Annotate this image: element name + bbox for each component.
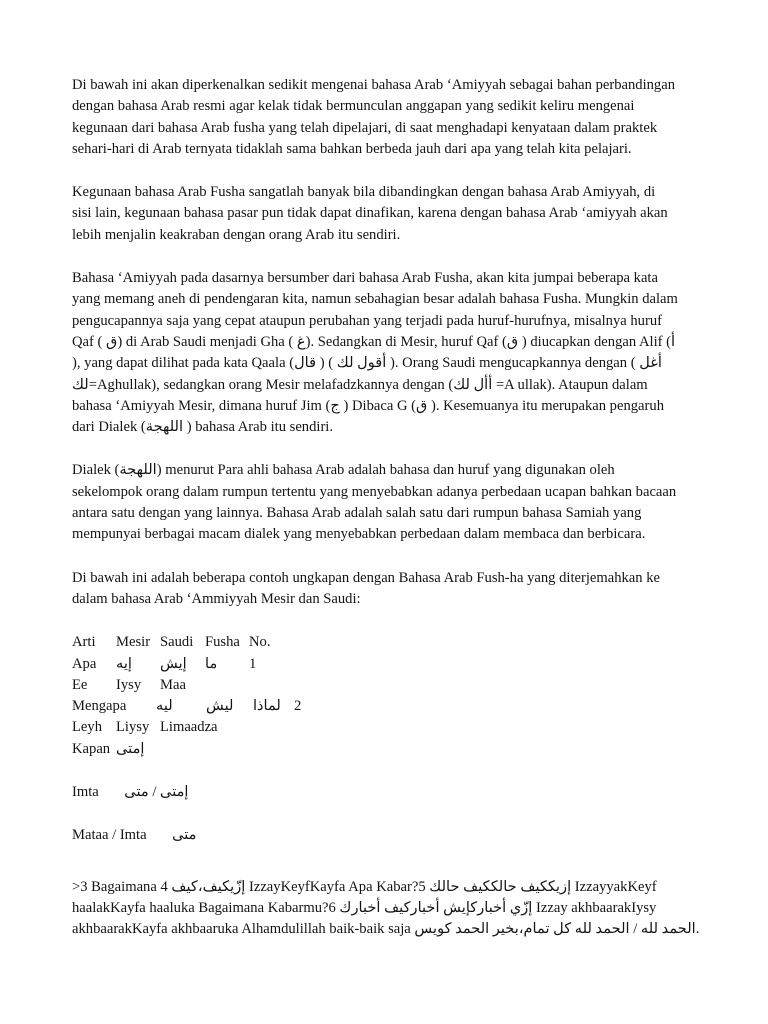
table-cell: ليش bbox=[206, 698, 234, 715]
table-cell: Maa bbox=[160, 676, 186, 693]
table-cell: Arti bbox=[72, 634, 96, 651]
text-line: Di bawah ini adalah beberapa contoh ungkapan dengan Bahasa Arab Fush-ha yang diterjemahkan ke bbox=[72, 569, 661, 586]
text-line: >3 Bagaimana 4 إزّيكيف،كيف IzzayKeyfKayfa Apa Kabar?5 إزيككيف حالككيف حالك IzzayyakKeyf bbox=[72, 878, 657, 895]
table-cell: Liysy bbox=[116, 719, 150, 736]
table-cell: Leyh bbox=[72, 719, 102, 736]
table-cell: Fusha bbox=[205, 634, 240, 651]
document-page bbox=[72, 75, 712, 941]
table-cell: Mengapa bbox=[72, 698, 127, 715]
text-line: mempunyai berbagai macam dialek yang menyebabkan perbedaan dalam membaca dan berbicara. bbox=[72, 526, 646, 543]
text-line: Dialek (اللهجة) menurut Para ahli bahasa Arab adalah bahasa dan huruf yang digunakan oleh bbox=[72, 462, 615, 479]
table-row bbox=[72, 696, 712, 717]
text-line: ), yang dapat dilihat pada kata Qaala (قال ) ( أقول لك ). Orang Saudi mengucapkannya dengan ( أغل bbox=[72, 355, 662, 372]
example-line bbox=[72, 825, 712, 846]
table-cell: ما bbox=[205, 655, 218, 672]
text-line: Di bawah ini akan diperkenalkan sedikit mengenai bahasa Arab ‘Amiyyah sebagai bahan perbandingan bbox=[72, 77, 675, 93]
table-cell: 1 bbox=[249, 655, 257, 672]
text-line: Mataa / Imta متى bbox=[72, 827, 197, 844]
table-cell: إمتى bbox=[116, 740, 145, 757]
text-line: Qaf ( ق) di Arab Saudi menjadi Gha ( غ). Sedangkan di Mesir, huruf Qaf (ق ) diucapkan dengan Alif (أ bbox=[72, 333, 676, 350]
table-cell: إيه bbox=[116, 655, 132, 672]
table-cell: إيش bbox=[160, 655, 187, 672]
text-line: dalam bahasa Arab ‘Ammiyyah Mesir dan Saudi: bbox=[72, 590, 361, 607]
text-line: sehari-hari di Arab ternyata tidaklah sama bahkan berbeda jauh dari apa yang telah kita pelajari. bbox=[72, 140, 632, 157]
text-line: sisi lain, kegunaan bahasa pasar pun tidak dapat dinafikan, karena dengan bahasa Arab ‘amiyyah akan bbox=[72, 205, 668, 222]
vocabulary-table bbox=[72, 632, 712, 846]
paragraph-intro bbox=[72, 75, 712, 160]
text-line: antara satu dengan yang lainnya. Bahasa Arab adalah salah satu dari rumpun bahasa Samiah yang bbox=[72, 505, 642, 522]
text-line: dari Dialek (اللهجة ) bahasa Arab itu sendiri. bbox=[72, 419, 334, 436]
table-row bbox=[72, 654, 712, 675]
table-row bbox=[72, 717, 712, 738]
table-row bbox=[72, 739, 712, 760]
example-line bbox=[72, 782, 712, 803]
text-line: لك=Aghullak), sedangkan orang Mesir melafadzkannya dengan (أأل لك =A ullak). Ataupun dalam bbox=[72, 376, 648, 393]
table-cell: Kapan bbox=[72, 740, 111, 757]
table-cell: No. bbox=[249, 634, 271, 651]
table-row bbox=[72, 675, 712, 696]
text-line: Kegunaan bahasa Arab Fusha sangatlah banyak bila dibandingkan dengan bahasa Arab Amiyyah, di bbox=[72, 184, 656, 201]
text-line: akhbaarakKayfa akhbaaruka Alhamdulillah baik-baik saja الحمد لله / الحمد لله كل تمام،بخير الحمد كويس. bbox=[72, 921, 700, 938]
text-line: Bahasa ‘Amiyyah pada dasarnya bersumber dari bahasa Arab Fusha, akan kita jumpai beberapa kata bbox=[72, 270, 658, 287]
table-cell: ليه bbox=[156, 698, 173, 715]
table-cell: Saudi bbox=[160, 634, 194, 651]
paragraph-fusha-usage bbox=[72, 182, 712, 246]
table-cell: Apa bbox=[72, 655, 97, 672]
text-line: Imta إمتى / متى bbox=[72, 784, 189, 801]
text-line: yang memang aneh di pendengaran kita, namun sebahagian besar adalah bahasa Fusha. Mungkin dalam bbox=[72, 291, 678, 308]
paragraph-dialek bbox=[72, 460, 712, 545]
table-cell: Ee bbox=[72, 676, 88, 693]
text-line: lebih menjalin keakraban dengan orang Arab itu sendiri. bbox=[72, 226, 401, 243]
text-line: haalakKayfa haaluka Bagaimana Kabarmu?6 إزّي أخباركإيش أخباركيف أخبارك Izzay akhbaarakIysy bbox=[72, 899, 657, 916]
text-line: sekelompok orang dalam rumpun tertentu yang menyebabkan adanya perbedaan ucapan bahkan bacaan bbox=[72, 483, 677, 500]
text-line: pengucapannya saja yang cepat ataupun perubahan yang terjadi pada huruf-hurufnya, misalnya huruf bbox=[72, 312, 662, 329]
text-line: bahasa ‘Amiyyah Mesir, dimana huruf Jim (ج ) Dibaca G (ق ). Kesemuanya itu merupakan pengaruh bbox=[72, 397, 664, 414]
table-row bbox=[72, 632, 712, 653]
table-cell: 2 bbox=[294, 698, 302, 715]
paragraph-amiyyah-origin bbox=[72, 268, 712, 438]
text-line: kegunaan dari bahasa Arab fusha yang telah dipelajari, di saat menghadapi kenyataan dalam praktek bbox=[72, 119, 658, 136]
table-cell: Mesir bbox=[116, 634, 151, 651]
paragraph-examples-intro bbox=[72, 568, 712, 611]
text-line: dengan bahasa Arab resmi agar kelak tidak bermunculan anggapan yang sedikit keliru mengenai bbox=[72, 98, 635, 115]
table-cell: Limaadza bbox=[160, 719, 218, 736]
table-cell: Iysy bbox=[116, 676, 142, 693]
table-cell: لماذا bbox=[253, 698, 281, 715]
greetings-block bbox=[72, 877, 712, 941]
